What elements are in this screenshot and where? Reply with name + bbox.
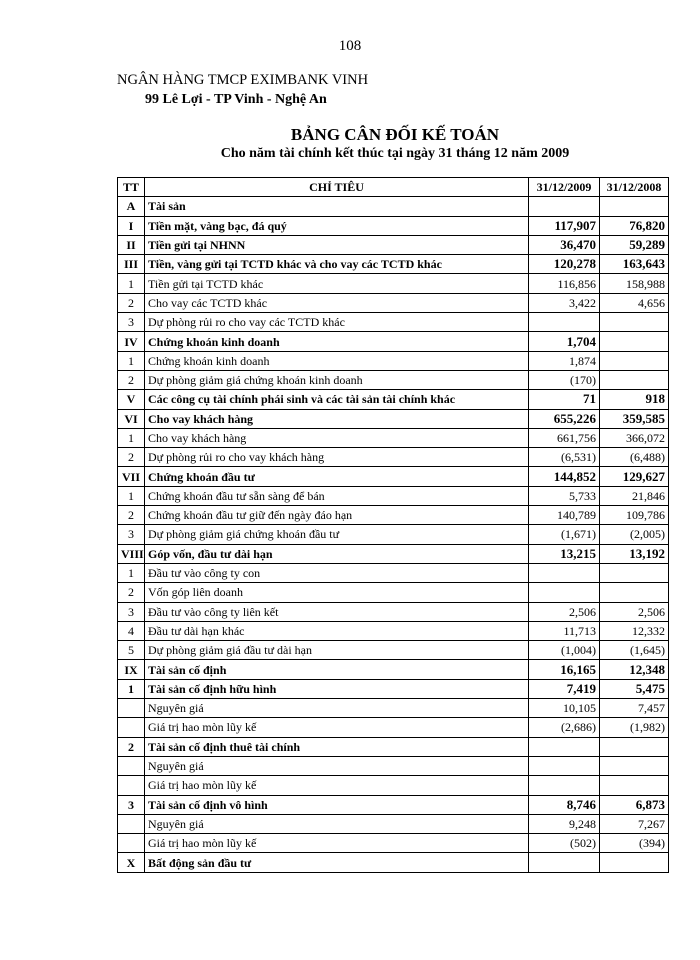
row-item-cell: Dự phòng giảm giá đầu tư dài hạn <box>145 641 529 660</box>
row-item-cell: Dự phòng rủi ro cho vay khách hàng <box>145 448 529 467</box>
table-row <box>118 525 669 544</box>
row-value-2009-cell: (502) <box>529 834 600 853</box>
row-item-cell: Chứng khoán đầu tư giữ đến ngày đáo hạn <box>145 506 529 525</box>
table-row <box>118 486 669 505</box>
row-item-cell: Nguyên giá <box>145 814 529 833</box>
row-number-cell <box>118 718 145 737</box>
column-header-2009: 31/12/2009 <box>529 178 600 197</box>
row-number-cell <box>118 699 145 718</box>
row-value-2009-cell <box>529 563 600 582</box>
row-value-2008-cell: 163,643 <box>600 255 669 274</box>
row-value-2008-cell: 918 <box>600 390 669 409</box>
row-number-cell: 2 <box>118 293 145 312</box>
row-item-cell: Tài sản cố định thuê tài chính <box>145 737 529 756</box>
row-item-cell: Cho vay các TCTD khác <box>145 293 529 312</box>
row-item-cell: Chứng khoán đầu tư sẵn sàng để bán <box>145 486 529 505</box>
document-title: BẢNG CÂN ĐỐI KẾ TOÁN <box>290 125 500 144</box>
row-value-2008-cell <box>600 197 669 216</box>
row-number-cell: V <box>118 390 145 409</box>
row-value-2008-cell: 6,873 <box>600 795 669 814</box>
row-number-cell: 1 <box>118 274 145 293</box>
row-item-cell: Tài sản cố định <box>145 660 529 679</box>
table-row <box>118 428 669 447</box>
row-value-2009-cell: (2,686) <box>529 718 600 737</box>
row-item-cell: Cho vay khách hàng <box>145 409 529 428</box>
row-value-2009-cell: 71 <box>529 390 600 409</box>
row-item-cell: Tiền, vàng gửi tại TCTD khác và cho vay các TCTD khác <box>145 255 529 274</box>
table-row <box>118 390 669 409</box>
row-value-2009-cell: 8,746 <box>529 795 600 814</box>
table-row <box>118 255 669 274</box>
row-number-cell: 2 <box>118 583 145 602</box>
table-row <box>118 679 669 698</box>
row-value-2009-cell: (1,671) <box>529 525 600 544</box>
row-item-cell: Tiền mặt, vàng bạc, đá quý <box>145 216 529 235</box>
row-value-2008-cell: 21,846 <box>600 486 669 505</box>
page-number: 108 <box>338 38 362 54</box>
row-number-cell: IX <box>118 660 145 679</box>
row-number-cell: 5 <box>118 641 145 660</box>
row-value-2008-cell: 7,457 <box>600 699 669 718</box>
row-number-cell: 3 <box>118 525 145 544</box>
row-value-2008-cell: 109,786 <box>600 506 669 525</box>
row-value-2008-cell: 366,072 <box>600 428 669 447</box>
row-number-cell: III <box>118 255 145 274</box>
row-value-2008-cell <box>600 776 669 795</box>
row-value-2008-cell: 359,585 <box>600 409 669 428</box>
row-number-cell: I <box>118 216 145 235</box>
column-header-2008: 31/12/2008 <box>600 178 669 197</box>
table-row <box>118 737 669 756</box>
row-item-cell: Tài sản cố định hữu hình <box>145 679 529 698</box>
row-value-2009-cell: 7,419 <box>529 679 600 698</box>
table-row <box>118 583 669 602</box>
row-number-cell <box>118 776 145 795</box>
row-number-cell: 3 <box>118 313 145 332</box>
row-value-2009-cell: 36,470 <box>529 235 600 254</box>
row-value-2008-cell: (1,645) <box>600 641 669 660</box>
row-value-2008-cell: 7,267 <box>600 814 669 833</box>
row-value-2009-cell: (1,004) <box>529 641 600 660</box>
row-number-cell: 3 <box>118 795 145 814</box>
row-value-2008-cell: 59,289 <box>600 235 669 254</box>
row-value-2008-cell: 13,192 <box>600 544 669 563</box>
row-item-cell: Chứng khoán kinh doanh <box>145 332 529 351</box>
row-value-2009-cell: 10,105 <box>529 699 600 718</box>
row-number-cell: 2 <box>118 506 145 525</box>
row-number-cell <box>118 814 145 833</box>
row-value-2009-cell: 13,215 <box>529 544 600 563</box>
row-number-cell: VIII <box>118 544 145 563</box>
row-item-cell: Giá trị hao mòn lũy kế <box>145 718 529 737</box>
row-value-2009-cell: (170) <box>529 370 600 389</box>
row-value-2008-cell: 12,348 <box>600 660 669 679</box>
row-value-2009-cell <box>529 776 600 795</box>
row-item-cell: Tiền gửi tại TCTD khác <box>145 274 529 293</box>
row-value-2008-cell: (394) <box>600 834 669 853</box>
row-number-cell <box>118 756 145 775</box>
row-value-2009-cell: 3,422 <box>529 293 600 312</box>
row-value-2008-cell <box>600 583 669 602</box>
table-row <box>118 660 669 679</box>
row-value-2009-cell: 9,248 <box>529 814 600 833</box>
row-value-2009-cell: 661,756 <box>529 428 600 447</box>
row-number-cell: 2 <box>118 370 145 389</box>
row-value-2009-cell: 655,226 <box>529 409 600 428</box>
row-item-cell: Bất động sản đầu tư <box>145 853 529 872</box>
table-header-row <box>118 178 669 197</box>
document-subtitle: Cho năm tài chính kết thúc tại ngày 31 tháng 12 năm 2009 <box>220 146 570 161</box>
row-number-cell: 2 <box>118 448 145 467</box>
table-row <box>118 235 669 254</box>
row-number-cell: II <box>118 235 145 254</box>
table-row <box>118 563 669 582</box>
row-value-2008-cell: (6,488) <box>600 448 669 467</box>
row-item-cell: Tiền gửi tại NHNN <box>145 235 529 254</box>
row-value-2009-cell <box>529 737 600 756</box>
row-value-2009-cell <box>529 197 600 216</box>
row-item-cell: Đầu tư vào công ty liên kết <box>145 602 529 621</box>
table-row <box>118 448 669 467</box>
table-row <box>118 602 669 621</box>
row-value-2008-cell <box>600 563 669 582</box>
table-row <box>118 351 669 370</box>
row-value-2009-cell: 16,165 <box>529 660 600 679</box>
row-value-2009-cell: 144,852 <box>529 467 600 486</box>
row-item-cell: Đầu tư dài hạn khác <box>145 621 529 640</box>
row-number-cell: 1 <box>118 679 145 698</box>
row-number-cell: 1 <box>118 428 145 447</box>
row-value-2009-cell <box>529 853 600 872</box>
bank-address: 99 Lê Lợi - TP Vinh - Nghệ An <box>145 92 327 107</box>
row-value-2009-cell: 117,907 <box>529 216 600 235</box>
row-item-cell: Tài sản <box>145 197 529 216</box>
row-item-cell: Dự phòng giảm giá chứng khoán kinh doanh <box>145 370 529 389</box>
row-item-cell: Chứng khoán đầu tư <box>145 467 529 486</box>
table-row <box>118 699 669 718</box>
row-item-cell: Cho vay khách hàng <box>145 428 529 447</box>
row-value-2009-cell: 140,789 <box>529 506 600 525</box>
table-row <box>118 409 669 428</box>
row-value-2008-cell: 5,475 <box>600 679 669 698</box>
row-number-cell: A <box>118 197 145 216</box>
row-value-2008-cell: (1,982) <box>600 718 669 737</box>
row-value-2008-cell <box>600 351 669 370</box>
table-row <box>118 544 669 563</box>
row-value-2009-cell: 1,874 <box>529 351 600 370</box>
row-number-cell: 1 <box>118 351 145 370</box>
row-item-cell: Góp vốn, đầu tư dài hạn <box>145 544 529 563</box>
balance-sheet-table <box>117 177 669 873</box>
row-value-2008-cell: 4,656 <box>600 293 669 312</box>
row-number-cell: X <box>118 853 145 872</box>
table-row <box>118 814 669 833</box>
row-item-cell: Nguyên giá <box>145 756 529 775</box>
table-row <box>118 467 669 486</box>
table-row <box>118 216 669 235</box>
table-row <box>118 641 669 660</box>
bank-name: NGÂN HÀNG TMCP EXIMBANK VINH <box>117 72 369 88</box>
table-row <box>118 853 669 872</box>
row-value-2009-cell: 120,278 <box>529 255 600 274</box>
table-row <box>118 293 669 312</box>
table-row <box>118 756 669 775</box>
row-item-cell: Giá trị hao mòn lũy kế <box>145 776 529 795</box>
row-item-cell: Tài sản cố định vô hình <box>145 795 529 814</box>
row-number-cell: 4 <box>118 621 145 640</box>
row-value-2009-cell: 116,856 <box>529 274 600 293</box>
row-value-2009-cell: 1,704 <box>529 332 600 351</box>
table-row <box>118 718 669 737</box>
row-value-2008-cell <box>600 853 669 872</box>
row-value-2008-cell <box>600 737 669 756</box>
row-number-cell: 3 <box>118 602 145 621</box>
row-value-2009-cell: (6,531) <box>529 448 600 467</box>
row-value-2008-cell <box>600 370 669 389</box>
table-row <box>118 506 669 525</box>
table-row <box>118 370 669 389</box>
row-number-cell: 1 <box>118 486 145 505</box>
row-item-cell: Các công cụ tài chính phái sinh và các tài sản tài chính khác <box>145 390 529 409</box>
table-row <box>118 274 669 293</box>
row-item-cell: Dự phòng rủi ro cho vay các TCTD khác <box>145 313 529 332</box>
row-item-cell: Dự phòng giảm giá chứng khoán đầu tư <box>145 525 529 544</box>
row-value-2008-cell: 158,988 <box>600 274 669 293</box>
row-number-cell: VI <box>118 409 145 428</box>
row-value-2008-cell: 2,506 <box>600 602 669 621</box>
row-value-2008-cell <box>600 756 669 775</box>
table-row <box>118 795 669 814</box>
row-item-cell: Đầu tư vào công ty con <box>145 563 529 582</box>
row-value-2008-cell: 76,820 <box>600 216 669 235</box>
row-value-2008-cell <box>600 332 669 351</box>
row-item-cell: Vốn góp liên doanh <box>145 583 529 602</box>
row-value-2009-cell: 5,733 <box>529 486 600 505</box>
column-header-item: CHỈ TIÊU <box>145 178 529 197</box>
row-value-2008-cell <box>600 313 669 332</box>
row-number-cell: IV <box>118 332 145 351</box>
row-value-2009-cell: 2,506 <box>529 602 600 621</box>
table-body <box>118 197 669 872</box>
row-value-2008-cell: (2,005) <box>600 525 669 544</box>
table-row <box>118 834 669 853</box>
row-value-2008-cell: 129,627 <box>600 467 669 486</box>
row-number-cell: VII <box>118 467 145 486</box>
table-row <box>118 313 669 332</box>
row-value-2009-cell <box>529 313 600 332</box>
row-value-2009-cell: 11,713 <box>529 621 600 640</box>
row-item-cell: Nguyên giá <box>145 699 529 718</box>
row-item-cell: Giá trị hao mòn lũy kế <box>145 834 529 853</box>
table-row <box>118 197 669 216</box>
row-number-cell <box>118 834 145 853</box>
row-value-2009-cell <box>529 756 600 775</box>
row-number-cell: 2 <box>118 737 145 756</box>
table-row <box>118 621 669 640</box>
column-header-tt: TT <box>118 178 145 197</box>
row-value-2008-cell: 12,332 <box>600 621 669 640</box>
row-number-cell: 1 <box>118 563 145 582</box>
table-row <box>118 332 669 351</box>
row-item-cell: Chứng khoán kinh doanh <box>145 351 529 370</box>
table-row <box>118 776 669 795</box>
row-value-2009-cell <box>529 583 600 602</box>
